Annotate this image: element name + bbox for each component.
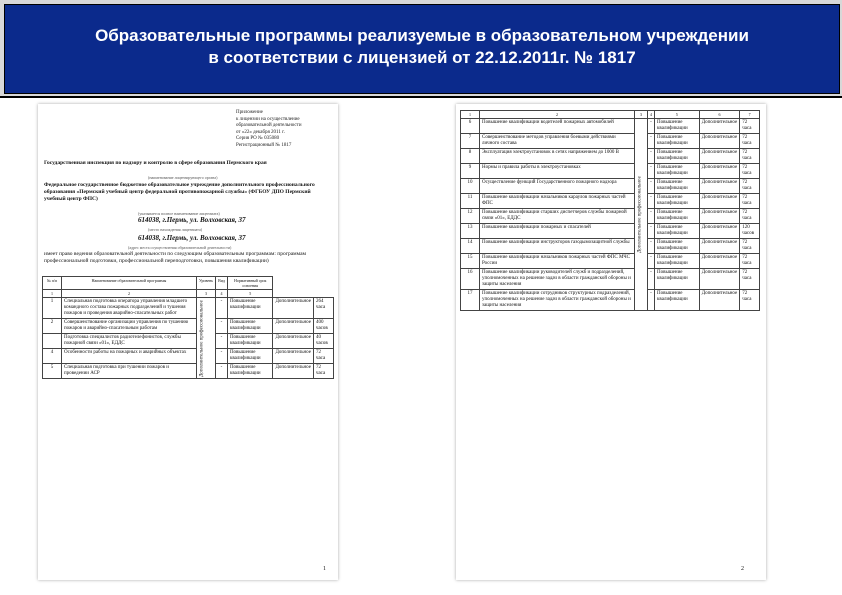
column-header: № п/п — [43, 277, 62, 290]
program-form: Дополнительное — [273, 319, 314, 334]
column-number: 1 — [43, 290, 62, 298]
program-level: - — [648, 290, 655, 311]
program-name: Совершенствование методов управления боевыми действиями личного состава — [480, 134, 635, 149]
table-row — [461, 164, 760, 179]
table-row — [43, 364, 334, 379]
page-number-1: 1 — [323, 566, 326, 572]
program-form: Дополнительное — [273, 364, 314, 379]
program-level: - — [216, 349, 228, 364]
program-level: - — [216, 298, 228, 319]
program-form: Дополнительное — [699, 164, 740, 179]
program-form: Дополнительное — [699, 224, 740, 239]
program-form: Дополнительное — [273, 298, 314, 319]
license-stamp-block — [236, 110, 328, 149]
license-intro: имеет право ведения образовательной деятельности по следующим образовательным программам: программам профессиональной подготовки, профессиональной переподготовки, повышения квалификации) — [44, 251, 307, 264]
stamp-line: Серия РО № 035080 — [236, 136, 280, 141]
row-number: 11 — [461, 194, 480, 209]
column-header: Наименование образовательной программы — [62, 277, 197, 290]
program-hours: 72 часа — [740, 269, 760, 290]
program-level: - — [648, 224, 655, 239]
program-hours: 72 часа — [313, 349, 333, 364]
table-row — [461, 194, 760, 209]
row-number: 12 — [461, 209, 480, 224]
table-row — [461, 209, 760, 224]
program-form: Дополнительное — [273, 334, 314, 349]
column-number: 4 — [216, 290, 228, 298]
column-number: 6 — [699, 111, 740, 119]
title-frame — [0, 0, 842, 98]
program-hours: 120 часов — [740, 224, 760, 239]
program-kind: Повышение квалификации — [655, 134, 700, 149]
program-form: Дополнительное — [699, 239, 740, 254]
program-hours: 72 часа — [740, 254, 760, 269]
title-line-1: Образовательные программы реализуемые в образовательном учреждении — [95, 26, 749, 45]
program-hours: 72 часа — [740, 164, 760, 179]
row-number: 2 — [43, 319, 62, 334]
program-level: - — [648, 254, 655, 269]
program-kind: Повышение квалификации — [655, 149, 700, 164]
program-kind: Повышение квалификации — [655, 239, 700, 254]
program-form: Дополнительное — [699, 149, 740, 164]
program-name: Повышение квалификации старших диспетчеров службы пожарной связи «01», ЕДДС — [480, 209, 635, 224]
row-number: 5 — [43, 364, 62, 379]
program-hours: 72 часа — [740, 119, 760, 134]
program-kind: Повышение квалификации — [655, 209, 700, 224]
program-form: Дополнительное — [699, 269, 740, 290]
organization-name: Федеральное государственное бюджетное образовательное учреждение дополнительного профессионального образования «Пермский учебный центр федеральной противопожарной службы» (ФГБОУ ДПО Пермский учебный центр ФПС) — [44, 182, 315, 202]
program-hours: 72 часа — [740, 149, 760, 164]
program-name: Эксплуатация электроустановок в сетях напряжением до 1000 В — [480, 149, 635, 164]
column-header: Нормативный срок освоения — [227, 277, 273, 290]
program-form: Дополнительное — [699, 194, 740, 209]
organization-caption: (указывается полное наименование лицензиата) — [138, 211, 220, 216]
program-hours: 72 часа — [740, 209, 760, 224]
program-kind: Повышение квалификации — [227, 298, 273, 319]
table-row — [43, 298, 334, 319]
program-kind: Повышение квалификации — [655, 119, 700, 134]
program-level: - — [648, 194, 655, 209]
program-name: Повышение квалификации руководителей служб и подразделений, уполномоченных на решение задач в области гражданской обороны и защиты населения — [480, 269, 635, 290]
table-row — [461, 134, 760, 149]
program-hours: 72 часа — [313, 364, 333, 379]
program-level: - — [648, 269, 655, 290]
column-header: Вид — [216, 277, 228, 290]
program-hours: 72 часа — [740, 239, 760, 254]
program-kind: Повышение квалификации — [655, 290, 700, 311]
column-header: Уровень — [197, 277, 216, 290]
program-level: - — [648, 149, 655, 164]
table-row — [461, 254, 760, 269]
program-kind: Повышение квалификации — [655, 269, 700, 290]
program-form: Дополнительное — [699, 134, 740, 149]
program-name: Повышение квалификации начальников караулов пожарных частей ФПС — [480, 194, 635, 209]
address-caption: (место нахождения лицензиата) — [148, 227, 203, 232]
program-name: Специальная подготовка оператора управления младшего командного состава пожарных подразделений и тушения пожаров и проведения аварийно-спасательных работ — [62, 298, 197, 319]
table-row — [461, 224, 760, 239]
table-row — [43, 319, 334, 334]
program-name: Повышение квалификации начальников пожарных частей ФПС МЧС России — [480, 254, 635, 269]
row-number: 8 — [461, 149, 480, 164]
section-label: Дополнительное профессиональное — [635, 119, 648, 311]
program-form: Дополнительное — [699, 119, 740, 134]
activity-address-caption: (адрес места осуществления образовательной деятельности) — [128, 245, 232, 250]
program-kind: Повышение квалификации — [227, 349, 273, 364]
program-form: Дополнительное — [699, 290, 740, 311]
row-number: 10 — [461, 179, 480, 194]
program-level: - — [648, 164, 655, 179]
program-hours: 72 часа — [740, 134, 760, 149]
program-level: - — [216, 319, 228, 334]
stamp-line: Приложение — [236, 110, 263, 115]
program-level: - — [648, 119, 655, 134]
program-hours: 264 часа — [313, 298, 333, 319]
column-number: 3 — [197, 290, 216, 298]
program-name: Повышение квалификации водителей пожарных автомобилей — [480, 119, 635, 134]
program-kind: Повышение квалификации — [227, 319, 273, 334]
program-name: Повышение квалификации инструкторов газодымозащитной службы — [480, 239, 635, 254]
section-label: Дополнительное профессиональное — [197, 298, 216, 379]
program-level: - — [648, 239, 655, 254]
program-hours: 72 часа — [740, 290, 760, 311]
program-name: Совершенствование организации управления по тушению пожаров и аварийно-спасательным работам — [62, 319, 197, 334]
slide-title — [4, 4, 840, 94]
table-row — [461, 290, 760, 311]
program-name: Специальная подготовка при тушении пожаров и проведении АСР — [62, 364, 197, 379]
program-name: Особенности работы на пожарных и аварийных объектах — [62, 349, 197, 364]
row-number: 7 — [461, 134, 480, 149]
row-number: 14 — [461, 239, 480, 254]
license-page-1 — [38, 104, 338, 580]
program-level: - — [216, 334, 228, 349]
program-name: Подготовка специалистов радиотелефонистов, службы пожарной связи «01», ЕДДС — [62, 334, 197, 349]
program-kind: Повышение квалификации — [227, 334, 273, 349]
program-name: Нормы и правила работы в электроустановках — [480, 164, 635, 179]
table-row — [461, 149, 760, 164]
license-page-2 — [456, 104, 766, 580]
program-level: - — [648, 209, 655, 224]
row-number: 4 — [43, 349, 62, 364]
program-kind: Повышение квалификации — [655, 224, 700, 239]
authority-caption: (наименование лицензирующего органа) — [148, 175, 218, 180]
column-number: 2 — [480, 111, 635, 119]
row-number: 9 — [461, 164, 480, 179]
row-number: 16 — [461, 269, 480, 290]
table-row — [43, 349, 334, 364]
program-kind: Повышение квалификации — [655, 194, 700, 209]
table-row — [461, 179, 760, 194]
program-kind: Повышение квалификации — [655, 164, 700, 179]
row-number: 6 — [461, 119, 480, 134]
column-number: 7 — [740, 111, 760, 119]
table-row — [43, 334, 334, 349]
column-number: 3 — [635, 111, 648, 119]
column-number: 2 — [62, 290, 197, 298]
stamp-line: образовательной деятельности — [236, 123, 302, 128]
stamp-line: Регистрационный № 1817 — [236, 142, 292, 148]
stamp-line: от «22» декабря 2011 г. — [236, 129, 285, 135]
column-number: 5 — [227, 290, 273, 298]
program-level: - — [648, 179, 655, 194]
program-form: Дополнительное — [699, 254, 740, 269]
program-name: Повышение квалификации пожарных и спасателей — [480, 224, 635, 239]
program-form: Дополнительное — [273, 349, 314, 364]
organization-address: 614038, г.Пермь, ул. Волховская, 37 — [138, 216, 246, 224]
column-number: 4 — [648, 111, 655, 119]
program-kind: Повышение квалификации — [655, 254, 700, 269]
row-number: 15 — [461, 254, 480, 269]
program-hours: 400 часов — [313, 319, 333, 334]
page-number-2: 2 — [741, 566, 744, 572]
program-form: Дополнительное — [699, 179, 740, 194]
program-hours: 72 часа — [740, 179, 760, 194]
program-form: Дополнительное — [699, 209, 740, 224]
program-name: Повышение квалификации сотрудников структурных подразделений, уполномоченных на решение задач в области гражданской обороны и защиты населения — [480, 290, 635, 311]
column-number: 5 — [655, 111, 700, 119]
program-level: - — [216, 364, 228, 379]
row-number: 13 — [461, 224, 480, 239]
activity-address: 614038, г.Пермь, ул. Волховская, 37 — [138, 234, 246, 242]
row-number: 17 — [461, 290, 480, 311]
stamp-line: к лицензии на осуществление — [236, 116, 300, 122]
column-number: 1 — [461, 111, 480, 119]
program-hours: 72 часа — [740, 194, 760, 209]
table-row — [461, 239, 760, 254]
table-row — [461, 119, 760, 134]
program-kind: Повышение квалификации — [227, 364, 273, 379]
program-hours: 40 часов — [313, 334, 333, 349]
program-kind: Повышение квалификации — [655, 179, 700, 194]
program-level: - — [648, 134, 655, 149]
programs-table-1 — [42, 276, 334, 379]
table-row — [461, 269, 760, 290]
row-number — [43, 334, 62, 349]
authority-name: Государственная инспекция по надзору и контролю в сфере образования Пермского края — [44, 160, 267, 166]
program-name: Осуществление функций Государственного пожарного надзора — [480, 179, 635, 194]
title-line-2: в соответствии с лицензией от 22.12.2011г. № 1817 — [208, 48, 636, 67]
programs-table-2 — [460, 110, 760, 311]
row-number: 1 — [43, 298, 62, 319]
